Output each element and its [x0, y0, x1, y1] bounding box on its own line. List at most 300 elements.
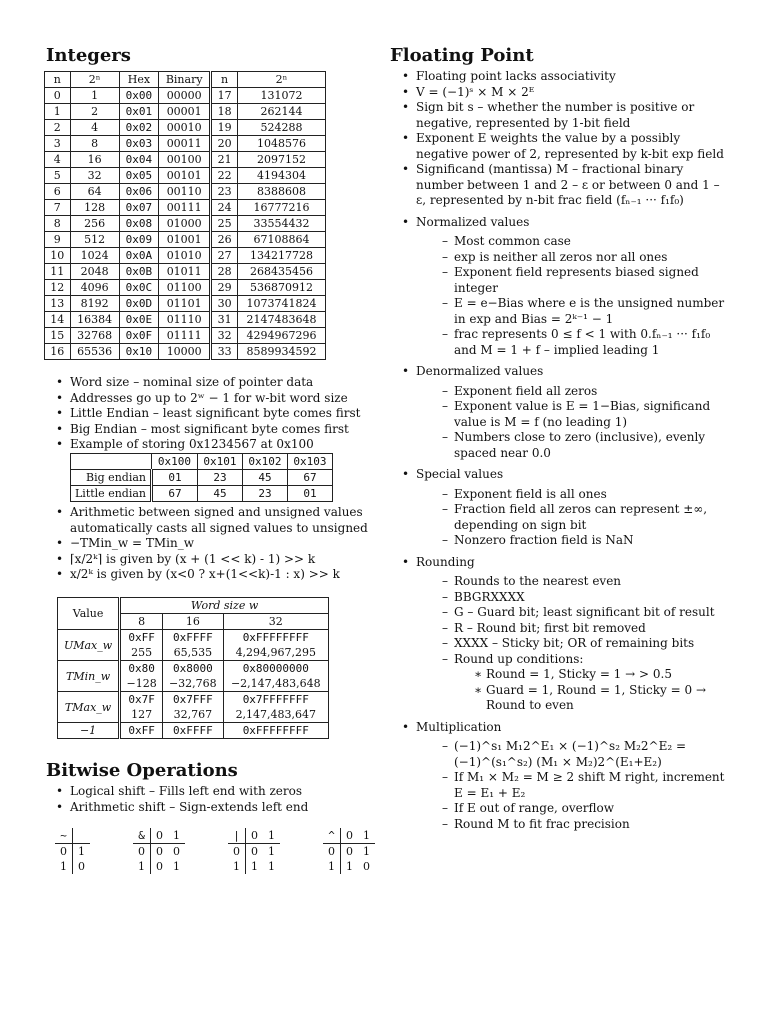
- hex-value: 0x7FFFFFFF: [242, 693, 309, 706]
- table-row: [45, 280, 326, 296]
- hex-value: 0xFF: [128, 724, 155, 737]
- table-cell: 1: [251, 860, 258, 873]
- table-caption: Word size w: [120, 598, 329, 614]
- table-cell: 11: [45, 264, 71, 280]
- table-header-cell: n: [211, 72, 238, 88]
- table-row: [45, 344, 326, 360]
- decimal-value: 32,767: [173, 708, 213, 721]
- truth-table: [133, 828, 185, 874]
- denormalized-heading: [396, 364, 726, 461]
- table-header-cell: 1: [358, 828, 375, 844]
- bullet-item: • Example of storing 0x1234567 at 0x100: [50, 437, 370, 453]
- bullet-item: • Exponent E weights the value by a possibly negative power of 2, represented by k-bit exp field: [396, 131, 726, 162]
- truth-table: [55, 828, 90, 874]
- sub-item: – Exponent value is E = 1−Bias, significand value is M = f (no leading 1): [416, 399, 726, 430]
- table-header-cell: Binary: [159, 72, 211, 88]
- table-cell: 256: [70, 216, 119, 232]
- table-cell: 20: [211, 136, 238, 152]
- table-header-cell: 0: [151, 828, 169, 844]
- table-row: [228, 828, 280, 844]
- table-row: [228, 844, 280, 860]
- table-cell: 2: [70, 104, 119, 120]
- table-row: [71, 470, 333, 486]
- hex-value: 0x7F: [128, 693, 155, 706]
- table-row: [58, 598, 329, 614]
- table-cell: [223, 630, 328, 661]
- floating-point-bullets: [396, 69, 726, 832]
- table-cell: 01100: [159, 280, 211, 296]
- arithmetic-bullets: [50, 505, 380, 583]
- row-label: TMin_w: [58, 661, 120, 692]
- table-cell: 01000: [159, 216, 211, 232]
- table-cell: 28: [211, 264, 238, 280]
- table-cell: [73, 828, 91, 844]
- decimal-value: −32,768: [168, 677, 217, 690]
- sub-item: – Rounds to the nearest even: [416, 574, 726, 590]
- table-cell: 0: [78, 860, 85, 873]
- table-cell: 00011: [159, 136, 211, 152]
- table-cell: 4: [70, 120, 119, 136]
- table-cell: 2097152: [237, 152, 325, 168]
- table-cell: 31: [211, 312, 238, 328]
- truth-table: [228, 828, 280, 874]
- table-row: [58, 723, 329, 739]
- table-cell: 18: [211, 104, 238, 120]
- sub-item: – frac represents 0 ≤ f < 1 with 0.fₙ₋₁ ··· f₁f₀ and M = 1 + f – implied leading 1: [416, 327, 726, 358]
- decimal-value: −2,147,483,648: [230, 677, 321, 690]
- operator: |: [228, 828, 246, 844]
- table-cell: 45: [197, 486, 242, 502]
- rounding-label: Rounding: [416, 554, 475, 569]
- table-row: [133, 844, 185, 860]
- table-cell: 4194304: [237, 168, 325, 184]
- table-cell: 134217728: [237, 248, 325, 264]
- table-cell: 4294967296: [237, 328, 325, 344]
- table-cell: 7: [45, 200, 71, 216]
- table-cell: 33: [211, 344, 238, 360]
- sub-item: – Exponent field represents biased signed integer: [416, 265, 726, 296]
- table-cell: 1: [228, 859, 246, 874]
- table-cell: 67: [287, 470, 332, 486]
- table-cell: 01110: [159, 312, 211, 328]
- table-cell: 8: [70, 136, 119, 152]
- decimal-value: 2,147,483,647: [235, 708, 317, 721]
- table-cell: 131072: [237, 88, 325, 104]
- table-row: [58, 661, 329, 692]
- table-cell: 00001: [159, 104, 211, 120]
- bullet-item: • Logical shift – Fills left end with zeros: [50, 784, 380, 800]
- table-row: [58, 630, 329, 661]
- table-cell: 64: [70, 184, 119, 200]
- rounding-items: [416, 574, 726, 714]
- table-cell: 1: [173, 860, 180, 873]
- sub-item: – Numbers close to zero (inclusive), evenly spaced near 0.0: [416, 430, 726, 461]
- table-row: [45, 120, 326, 136]
- table-cell: 0: [156, 860, 163, 873]
- row-label: TMax_w: [58, 692, 120, 723]
- table-cell: 10000: [159, 344, 211, 360]
- table-cell: 1: [268, 845, 275, 858]
- table-cell: 25: [211, 216, 238, 232]
- table-cell: 27: [211, 248, 238, 264]
- table-cell: 262144: [237, 104, 325, 120]
- rounding-heading: [396, 555, 726, 714]
- decimal-value: 127: [131, 708, 153, 721]
- table-row: [71, 486, 333, 502]
- table-cell: 524288: [237, 120, 325, 136]
- floating-point-title: Floating Point: [390, 45, 534, 66]
- table-cell: [223, 692, 328, 723]
- table-cell: 17: [211, 88, 238, 104]
- table-cell: 0: [55, 844, 73, 860]
- rounding-conditions: [416, 667, 726, 714]
- normalized-items: [416, 234, 726, 358]
- table-cell: 0: [173, 845, 180, 858]
- table-cell: 8: [45, 216, 71, 232]
- table-cell: 1: [346, 860, 353, 873]
- row-label: −1: [58, 723, 120, 739]
- table-cell: [163, 723, 224, 739]
- table-cell: 0x01: [119, 104, 159, 120]
- table-row: [45, 328, 326, 344]
- table-cell: 16777216: [237, 200, 325, 216]
- table-cell: 0x09: [119, 232, 159, 248]
- bullet-item: • Arithmetic between signed and unsigned values automatically casts all signed values to unsigned: [50, 505, 380, 536]
- operator: ~: [55, 828, 73, 844]
- table-cell: 01111: [159, 328, 211, 344]
- table-row: [45, 200, 326, 216]
- table-cell: 0x06: [119, 184, 159, 200]
- table-cell: 0x05: [119, 168, 159, 184]
- table-cell: 32: [211, 328, 238, 344]
- table-cell: 9: [45, 232, 71, 248]
- special-label: Special values: [416, 467, 504, 481]
- bullet-item: • Word size – nominal size of pointer data: [50, 375, 370, 391]
- table-cell: 32768: [70, 328, 119, 344]
- sub-item: – Fraction field all zeros can represent ±∞, depending on sign bit: [416, 502, 726, 533]
- table-cell: 0: [363, 860, 370, 873]
- bullet-item: • x/2ᵏ is given by (x<0 ? x+(1<<k)-1 : x) >> k: [50, 567, 380, 583]
- truth-table: [323, 828, 375, 874]
- bullet-item: • Big Endian – most significant byte comes first: [50, 422, 370, 438]
- table-cell: 0x08: [119, 216, 159, 232]
- table-header-cell: 0x101: [197, 454, 242, 470]
- hex-value: 0xFFFF: [172, 631, 213, 644]
- table-cell: 0: [251, 845, 258, 858]
- table-cell: 32: [70, 168, 119, 184]
- table-cell: 0x10: [119, 344, 159, 360]
- decimal-value: −128: [126, 677, 157, 690]
- table-cell: 00111: [159, 200, 211, 216]
- hex-value: 0xFFFFFFFF: [242, 631, 309, 644]
- table-cell: 0: [133, 844, 151, 860]
- bitwise-bullets: [50, 784, 380, 815]
- table-cell: 67: [151, 486, 197, 502]
- table-cell: 0x02: [119, 120, 159, 136]
- table-cell: 13: [45, 296, 71, 312]
- table-cell: 2147483648: [237, 312, 325, 328]
- table-cell: 2048: [70, 264, 119, 280]
- table-row: [45, 152, 326, 168]
- special-heading: [396, 467, 726, 549]
- table-cell: 01010: [159, 248, 211, 264]
- sub-item: – G – Guard bit; least significant bit of result: [416, 605, 726, 621]
- bullet-item: • −TMin_w = TMin_w: [50, 536, 380, 552]
- table-cell: 00101: [159, 168, 211, 184]
- table-header-cell: 1: [168, 828, 185, 844]
- sub-item: – E = e−Bias where e is the unsigned number in exp and Bias = 2ᵏ⁻¹ − 1: [416, 296, 726, 327]
- sub-item: – XXXX – Sticky bit; OR of remaining bits: [416, 636, 726, 652]
- table-cell: 22: [211, 168, 238, 184]
- table-header-cell: 0x102: [242, 454, 287, 470]
- hex-value: 0x80000000: [242, 662, 309, 675]
- integers-title: Integers: [46, 45, 131, 66]
- table-cell: [163, 692, 224, 723]
- table-row: [323, 859, 375, 874]
- sub-item: – Exponent field is all ones: [416, 487, 726, 503]
- table-cell: 1: [78, 845, 85, 858]
- table-header-cell: 0: [341, 828, 359, 844]
- table-cell: 4: [45, 152, 71, 168]
- table-cell: Little endian: [71, 486, 152, 502]
- table-header-cell: 32: [223, 614, 328, 630]
- table-cell: 0x0B: [119, 264, 159, 280]
- table-header-cell: 1: [263, 828, 280, 844]
- hex-value: 0x80: [128, 662, 155, 675]
- table-cell: [223, 723, 328, 739]
- integers-table: [44, 71, 326, 360]
- hex-value: 0x8000: [172, 662, 213, 675]
- table-cell: 1: [55, 859, 73, 874]
- bullet-item: • Significand (mantissa) M – fractional binary number between 1 and 2 – ε or between 0 and 1 – ε, represented by n-bit frac field (fₙ₋₁ ··· f₁f₀): [396, 162, 726, 209]
- table-row: [133, 859, 185, 874]
- table-row: [228, 859, 280, 874]
- table-cell: 0x00: [119, 88, 159, 104]
- table-cell: 1073741824: [237, 296, 325, 312]
- table-cell: 16: [70, 152, 119, 168]
- sub-item: – Nonzero fraction field is NaN: [416, 533, 726, 549]
- bullet-item: • Arithmetic shift – Sign-extends left end: [50, 800, 380, 816]
- table-cell: 19: [211, 120, 238, 136]
- table-cell: 0x0E: [119, 312, 159, 328]
- sub-item: – R – Round bit; first bit removed: [416, 621, 726, 637]
- bullet-item: • Little Endian – least significant byte comes first: [50, 406, 370, 422]
- table-cell: 1: [133, 859, 151, 874]
- decimal-value: 255: [131, 646, 153, 659]
- table-header-cell: 2ⁿ: [237, 72, 325, 88]
- table-row: [45, 216, 326, 232]
- table-cell: 1: [323, 859, 341, 874]
- table-cell: 1048576: [237, 136, 325, 152]
- table-cell: 0x0C: [119, 280, 159, 296]
- table-cell: [120, 661, 163, 692]
- table-cell: 23: [197, 470, 242, 486]
- table-cell: 01101: [159, 296, 211, 312]
- operator: &: [133, 828, 151, 844]
- table-row: [45, 184, 326, 200]
- table-cell: 3: [45, 136, 71, 152]
- table-cell: 00010: [159, 120, 211, 136]
- table-cell: 12: [45, 280, 71, 296]
- table-cell: [223, 661, 328, 692]
- sub-item: – If E out of range, overflow: [416, 801, 726, 817]
- table-cell: 16384: [70, 312, 119, 328]
- sub-item: – Most common case: [416, 234, 726, 250]
- table-header-cell: n: [45, 72, 71, 88]
- table-row: [133, 828, 185, 844]
- endian-table: [70, 453, 333, 502]
- table-cell: 0x0D: [119, 296, 159, 312]
- table-cell: 512: [70, 232, 119, 248]
- table-cell: 0x04: [119, 152, 159, 168]
- table-header-cell: 8: [120, 614, 163, 630]
- table-cell: 01001: [159, 232, 211, 248]
- table-cell: 29: [211, 280, 238, 296]
- table-row: [58, 692, 329, 723]
- bullet-item: • V = (−1)ˢ × M × 2ᴱ: [396, 85, 726, 101]
- sub-item: – exp is neither all zeros nor all ones: [416, 250, 726, 266]
- bitwise-truth-tables: [55, 828, 375, 874]
- table-header-cell: 0x100: [151, 454, 197, 470]
- table-row: [45, 248, 326, 264]
- sub-item: – BBGRXXXX: [416, 590, 726, 606]
- table-header-cell: [71, 454, 152, 470]
- table-cell: 536870912: [237, 280, 325, 296]
- table-cell: 0x0F: [119, 328, 159, 344]
- table-cell: 33554432: [237, 216, 325, 232]
- table-cell: 6: [45, 184, 71, 200]
- word-size-table: [57, 597, 329, 739]
- integers-bullets: [50, 375, 370, 453]
- row-label: UMax_w: [58, 630, 120, 661]
- bullet-item: • Sign bit s – whether the number is positive or negative, represented by 1-bit field: [396, 100, 726, 131]
- table-cell: 45: [242, 470, 287, 486]
- operator: ^: [323, 828, 341, 844]
- table-row: [55, 859, 90, 874]
- table-cell: [120, 723, 163, 739]
- hex-value: 0xFFFFFFFF: [242, 724, 309, 737]
- table-row: [45, 104, 326, 120]
- bullet-item: • Floating point lacks associativity: [396, 69, 726, 85]
- table-cell: 10: [45, 248, 71, 264]
- table-cell: 1: [363, 845, 370, 858]
- table-cell: 65536: [70, 344, 119, 360]
- table-cell: [163, 661, 224, 692]
- table-cell: Big endian: [71, 470, 152, 486]
- table-cell: 0: [346, 845, 353, 858]
- bullet-item: • ⌈x/2ᵏ⌉ is given by (x + (1 << k) - 1) >> k: [50, 552, 380, 568]
- normalized-label: Normalized values: [416, 214, 530, 229]
- multiplication-heading: [396, 720, 726, 833]
- normalized-heading: [396, 215, 726, 359]
- table-cell: 0: [323, 844, 341, 860]
- table-row: [45, 88, 326, 104]
- table-cell: 00110: [159, 184, 211, 200]
- sub-item: – Exponent field all zeros: [416, 384, 726, 400]
- table-cell: 1: [45, 104, 71, 120]
- table-row: [323, 828, 375, 844]
- table-cell: 23: [211, 184, 238, 200]
- table-cell: [120, 630, 163, 661]
- table-cell: 14: [45, 312, 71, 328]
- table-cell: 1: [70, 88, 119, 104]
- floating-point-section: [396, 69, 726, 838]
- decimal-value: 65,535: [173, 646, 213, 659]
- table-cell: 15: [45, 328, 71, 344]
- special-items: [416, 487, 726, 549]
- hex-value: 0xFF: [128, 631, 155, 644]
- table-header-cell: 2ⁿ: [70, 72, 119, 88]
- bullet-item: • Addresses go up to 2ʷ − 1 for w-bit word size: [50, 391, 370, 407]
- table-row: [45, 232, 326, 248]
- multiplication-label: Multiplication: [416, 719, 502, 734]
- table-cell: 0: [228, 844, 246, 860]
- table-cell: 67108864: [237, 232, 325, 248]
- table-cell: 2: [45, 120, 71, 136]
- table-cell: 0x03: [119, 136, 159, 152]
- denormalized-label: Denormalized values: [416, 364, 544, 378]
- table-cell: 1: [268, 860, 275, 873]
- hex-value: 0xFFFF: [172, 724, 213, 737]
- table-cell: 0: [45, 88, 71, 104]
- table-cell: 1024: [70, 248, 119, 264]
- table-row: [55, 828, 90, 844]
- table-header-cell: Hex: [119, 72, 159, 88]
- sub-item: – (−1)^s₁ M₁2^E₁ × (−1)^s₂ M₂2^E₂ = (−1)^(s₁^s₂) (M₁ × M₂)2^(E₁+E₂): [416, 739, 726, 770]
- condition-item: ∗ Guard = 1, Round = 1, Sticky = 0 → Round to even: [416, 683, 726, 714]
- table-row: [45, 168, 326, 184]
- sub-item: – If M₁ × M₂ = M ≥ 2 shift M right, increment E = E₁ + E₂: [416, 770, 726, 801]
- table-cell: 00100: [159, 152, 211, 168]
- table-cell: 128: [70, 200, 119, 216]
- sub-item: – Round M to fit frac precision: [416, 817, 726, 833]
- table-row: [55, 844, 90, 860]
- table-cell: 268435456: [237, 264, 325, 280]
- table-cell: 8388608: [237, 184, 325, 200]
- hex-value: 0x7FFF: [172, 693, 213, 706]
- table-row: [45, 136, 326, 152]
- table-cell: 5: [45, 168, 71, 184]
- table-cell: 8192: [70, 296, 119, 312]
- table-cell: 0x0A: [119, 248, 159, 264]
- table-cell: 30: [211, 296, 238, 312]
- table-cell: 23: [242, 486, 287, 502]
- table-cell: 21: [211, 152, 238, 168]
- table-cell: 01011: [159, 264, 211, 280]
- table-cell: 01: [287, 486, 332, 502]
- table-cell: 26: [211, 232, 238, 248]
- table-header-cell: 16: [163, 614, 224, 630]
- table-cell: 24: [211, 200, 238, 216]
- table-cell: 0: [156, 845, 163, 858]
- table-header-cell: 0: [246, 828, 264, 844]
- table-cell: 00000: [159, 88, 211, 104]
- table-header-cell: 0x103: [287, 454, 332, 470]
- table-row: [71, 454, 333, 470]
- multiplication-items: [416, 739, 726, 832]
- condition-item: ∗ Round = 1, Sticky = 1 → > 0.5: [416, 667, 726, 683]
- table-row: [323, 844, 375, 860]
- table-cell: 16: [45, 344, 71, 360]
- table-header-cell: Value: [58, 598, 120, 630]
- table-cell: 01: [151, 470, 197, 486]
- table-cell: 4096: [70, 280, 119, 296]
- table-cell: [120, 692, 163, 723]
- table-row: [45, 264, 326, 280]
- table-cell: 8589934592: [237, 344, 325, 360]
- table-row: [45, 296, 326, 312]
- table-row: [45, 312, 326, 328]
